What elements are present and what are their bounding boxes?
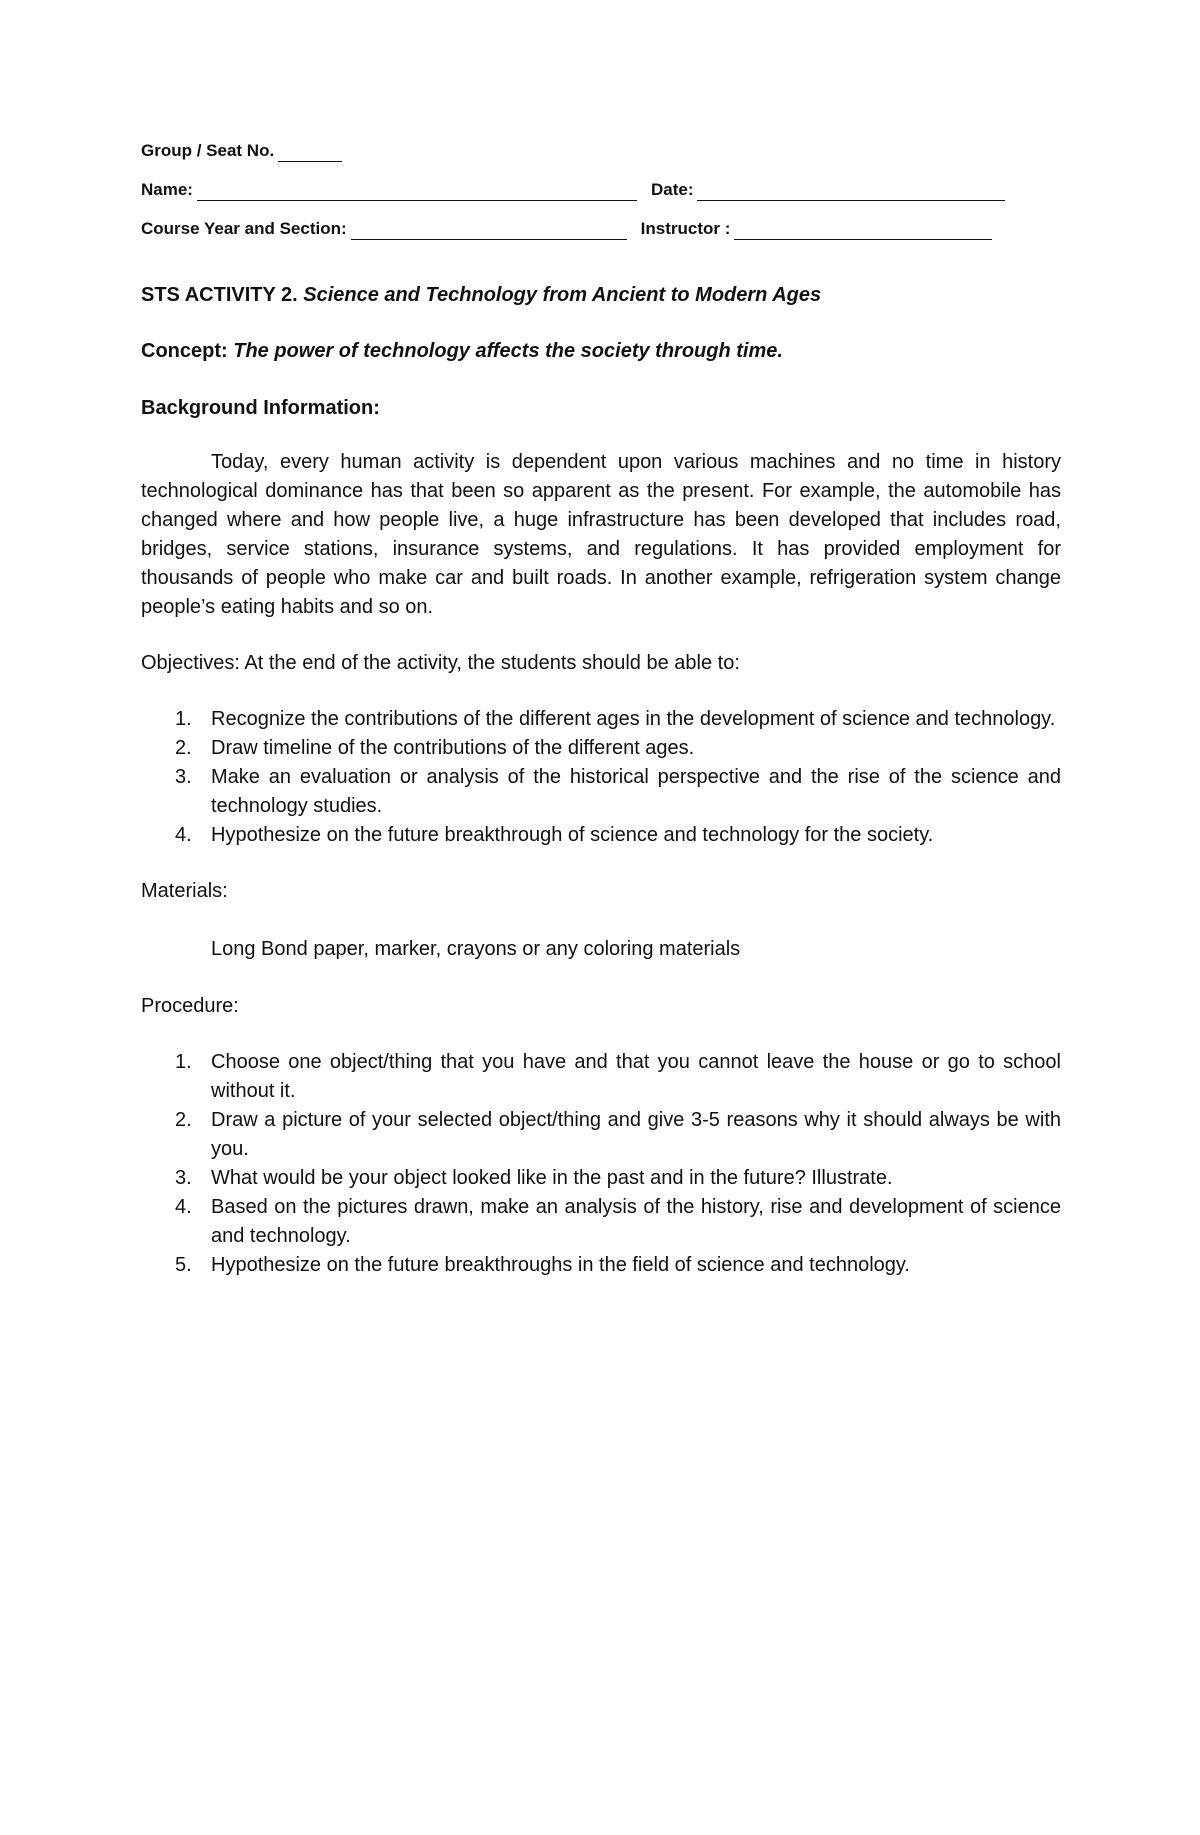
item-text: Hypothesize on the future breakthroughs in the field of science and technology. xyxy=(211,1254,910,1276)
item-number: 4. xyxy=(175,1196,192,1218)
course-instructor-row xyxy=(141,218,1061,240)
item-number: 2. xyxy=(175,737,192,759)
list-item xyxy=(141,1048,1061,1106)
group-seat-blank xyxy=(278,144,342,162)
item-number: 1. xyxy=(175,708,192,730)
item-text: Based on the pictures drawn, make an analysis of the history, rise and development of science and technology. xyxy=(211,1196,1061,1247)
list-item xyxy=(141,705,1061,734)
item-number: 3. xyxy=(175,1167,192,1189)
instructor-blank xyxy=(734,222,992,240)
list-item xyxy=(141,763,1061,821)
item-text: Hypothesize on the future breakthrough of science and technology for the society. xyxy=(211,824,934,846)
procedure-heading: Procedure: xyxy=(141,995,239,1017)
item-text: Choose one object/thing that you have and that you cannot leave the house or go to school without it. xyxy=(211,1051,1061,1102)
list-item xyxy=(141,1193,1061,1251)
name-label: Name: xyxy=(141,180,193,199)
item-number: 3. xyxy=(175,766,192,788)
activity-title xyxy=(141,283,1061,307)
item-text: What would be your object looked like in the past and in the future? Illustrate. xyxy=(211,1167,893,1189)
objectives-intro: Objectives: At the end of the activity, the students should be able to: xyxy=(141,652,740,674)
list-item xyxy=(141,1106,1061,1164)
item-number: 1. xyxy=(175,1051,192,1073)
item-text: Recognize the contributions of the different ages in the development of science and technology. xyxy=(211,708,1056,730)
procedure-list xyxy=(141,1048,1061,1280)
item-text: Draw a picture of your selected object/thing and give 3-5 reasons why it should always be with you. xyxy=(211,1109,1061,1160)
group-seat-row xyxy=(141,140,1061,162)
name-date-row xyxy=(141,179,1061,201)
background-heading: Background Information: xyxy=(141,397,380,419)
name-blank xyxy=(197,183,637,201)
group-seat-label: Group / Seat No. xyxy=(141,141,275,160)
list-item xyxy=(141,1251,1061,1280)
item-number: 4. xyxy=(175,824,192,846)
course-label: Course Year and Section: xyxy=(141,219,347,238)
course-blank xyxy=(351,222,627,240)
item-text: Make an evaluation or analysis of the historical perspective and the rise of the science and technology studies. xyxy=(211,766,1061,817)
date-label: Date: xyxy=(650,180,694,199)
instructor-label: Instructor : xyxy=(640,219,731,238)
concept-text: The power of technology affects the society through time. xyxy=(233,340,783,362)
background-text: Today, every human activity is dependent upon various machines and no time in history technological dominance has that been so apparent as the present. For example, the automobile has changed where and how people live, a huge infrastructure has been developed that includes road, bridges, service stations, insurance systems, and regulations. It has provided employment for thousands of people who make car and built roads. In another example, refrigeration system change people’s eating habits and so on. xyxy=(141,451,1061,618)
concept-line xyxy=(141,339,1061,363)
objectives-list xyxy=(141,705,1061,850)
concept-label: Concept: xyxy=(141,340,228,362)
item-number: 5. xyxy=(175,1254,192,1276)
materials-text: Long Bond paper, marker, crayons or any coloring materials xyxy=(211,938,741,960)
item-number: 2. xyxy=(175,1109,192,1131)
activity-label: STS ACTIVITY 2. xyxy=(141,284,298,306)
list-item xyxy=(141,821,1061,850)
document-content xyxy=(141,140,1061,1280)
materials-heading: Materials: xyxy=(141,880,228,902)
item-text: Draw timeline of the contributions of the different ages. xyxy=(211,737,695,759)
activity-title-text: Science and Technology from Ancient to Modern Ages xyxy=(303,284,822,306)
list-item xyxy=(141,1164,1061,1193)
date-blank xyxy=(697,183,1005,201)
list-item xyxy=(141,734,1061,763)
background-paragraph xyxy=(141,448,1061,622)
